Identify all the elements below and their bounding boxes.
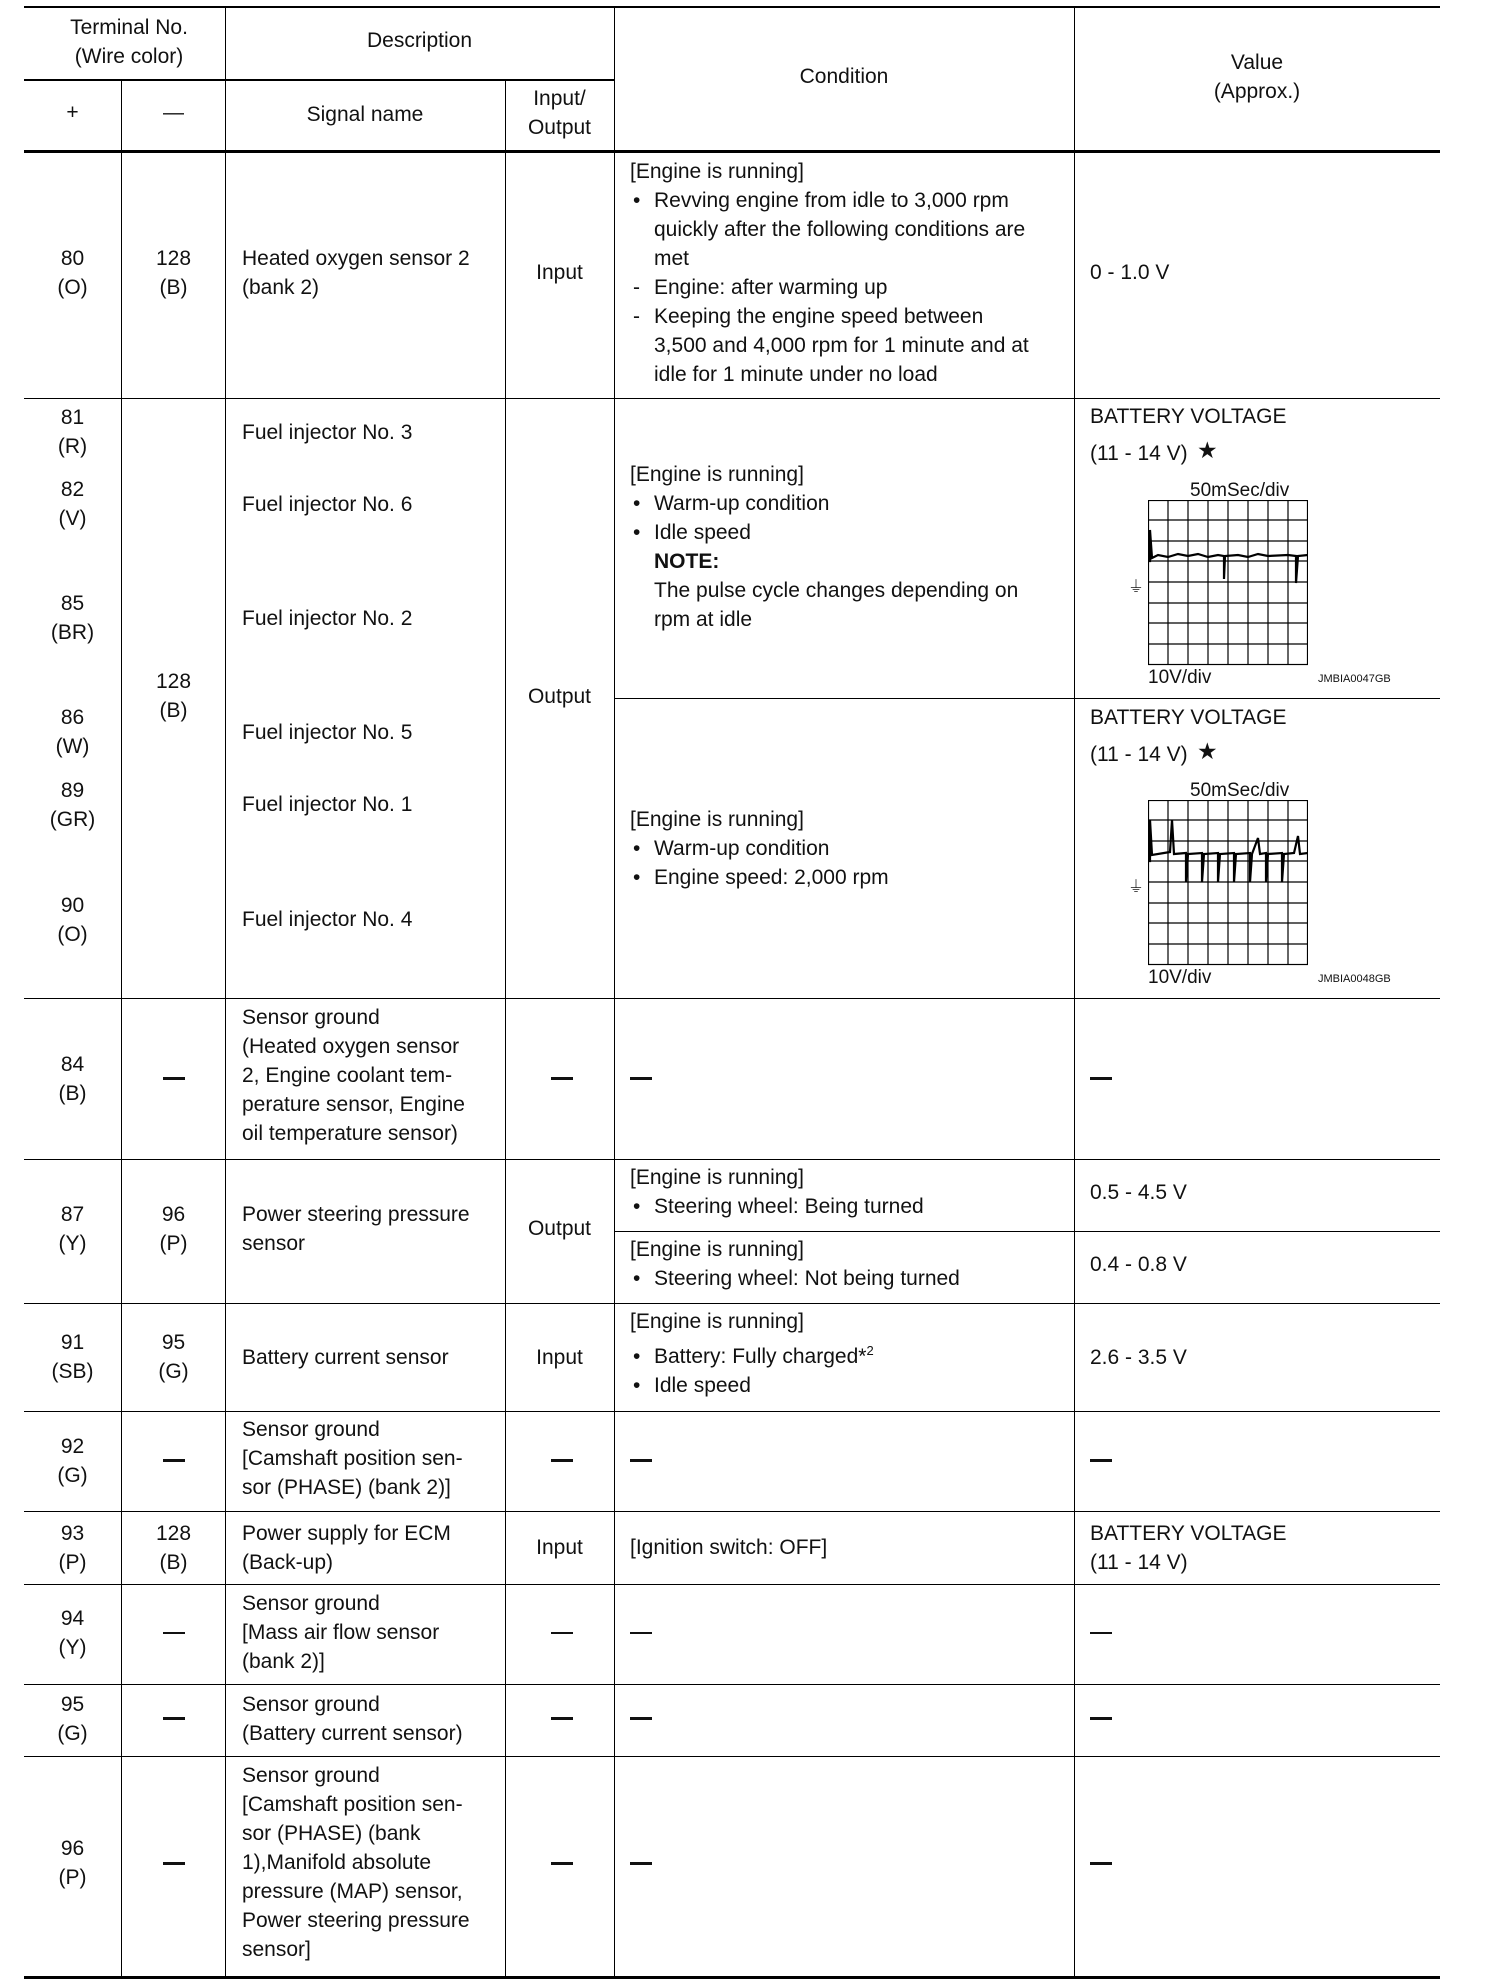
signal-name: sensor — [242, 1232, 306, 1255]
wire-color-plus: (Y) — [58, 1636, 87, 1659]
terminal-minus: 95 — [161, 1331, 186, 1354]
no-value-dash — [551, 1717, 573, 1720]
wire-color-plus: (V) — [58, 507, 87, 530]
terminal-plus: 87 — [60, 1203, 85, 1226]
value-text: 0 - 1.0 V — [1090, 261, 1170, 284]
wire-color-plus: (O) — [57, 276, 88, 299]
io-type: Input — [536, 261, 583, 284]
no-value-dash — [630, 1717, 652, 1720]
footnote-marker: 2 — [866, 1343, 874, 1358]
terminal-plus: 96 — [60, 1837, 85, 1860]
wire-color-plus: (P) — [58, 1866, 87, 1889]
condition-text: Keeping the engine speed between — [654, 305, 984, 328]
wire-color-plus: (Y) — [58, 1232, 87, 1255]
io-type: Output — [527, 685, 592, 708]
condition-text: [Engine is running] — [630, 1310, 804, 1333]
signal-name: Heated oxygen sensor 2 — [242, 247, 470, 270]
wire-color-plus: (GR) — [49, 808, 96, 831]
col-divider — [225, 6, 226, 1978]
condition-text: idle for 1 minute under no load — [654, 363, 938, 386]
condition-text: [Engine is running] — [630, 808, 804, 831]
signal-name: 1),Manifold absolute — [242, 1851, 432, 1874]
condition-text: The pulse cycle changes depending on — [654, 579, 1019, 602]
header-wire-color: (Wire color) — [74, 45, 184, 68]
wire-color-plus: (G) — [57, 1722, 88, 1745]
no-value-dash — [163, 1632, 185, 1634]
terminal-minus: 128 — [155, 247, 192, 270]
row-divider — [24, 1584, 1440, 1585]
signal-name: (Battery current sensor) — [242, 1722, 463, 1745]
no-value-dash — [163, 1459, 185, 1462]
wire-color-minus: (P) — [159, 1232, 188, 1255]
condition-text: met — [654, 247, 690, 270]
figure-id: JMBIA0047GB — [1318, 673, 1391, 685]
value-text: (11 - 14 V) — [1090, 1551, 1188, 1574]
terminal-plus: 81 — [60, 406, 85, 429]
header-condition: Condition — [799, 65, 889, 88]
row-divider — [24, 1684, 1440, 1685]
signal-name: Fuel injector No. 2 — [242, 607, 413, 630]
bullet: • — [633, 492, 641, 515]
signal-name: Power supply for ECM — [242, 1522, 451, 1545]
terminal-plus: 85 — [60, 592, 85, 615]
terminal-plus: 89 — [60, 779, 85, 802]
col-divider — [121, 79, 122, 1978]
condition-text: Warm-up condition — [654, 492, 830, 515]
signal-name: Fuel injector No. 4 — [242, 908, 413, 931]
signal-name: pressure (MAP) sensor, — [242, 1880, 463, 1903]
condition-text: [Engine is running] — [630, 463, 804, 486]
volt-div-label: 10V/div — [1148, 667, 1212, 688]
row-divider — [24, 1511, 1440, 1512]
condition-text: 3,500 and 4,000 rpm for 1 minute and at — [654, 334, 1029, 357]
signal-name: Sensor ground — [242, 1418, 380, 1441]
table-bottom-border — [24, 1976, 1440, 1979]
header-plus: + — [66, 101, 79, 124]
condition-text: [Engine is running] — [630, 1166, 804, 1189]
terminal-minus: 96 — [161, 1203, 186, 1226]
terminal-plus: 90 — [60, 894, 85, 917]
header-io-line2: Output — [527, 116, 592, 139]
signal-name: 2, Engine coolant tem- — [242, 1064, 453, 1087]
condition-text: Engine speed: 2,000 rpm — [654, 866, 889, 889]
terminal-plus: 82 — [60, 478, 85, 501]
signal-name: Fuel injector No. 6 — [242, 493, 413, 516]
wire-color-plus: (B) — [58, 1082, 87, 1105]
terminal-plus: 86 — [60, 706, 85, 729]
signal-name: Fuel injector No. 1 — [242, 793, 413, 816]
wire-color-plus: (P) — [58, 1551, 87, 1574]
condition-text: [Ignition switch: OFF] — [630, 1536, 828, 1559]
io-type: Input — [536, 1346, 583, 1369]
signal-name: Power steering pressure — [242, 1909, 470, 1932]
terminal-minus: 128 — [155, 1522, 192, 1545]
signal-name: (bank 2) — [242, 276, 320, 299]
signal-name: oil temperature sensor) — [242, 1122, 458, 1145]
header-signal-name: Signal name — [306, 103, 424, 126]
no-value-dash — [551, 1862, 573, 1865]
ground-icon: ⏚ — [1128, 579, 1145, 596]
signal-name: (Heated oxygen sensor — [242, 1035, 460, 1058]
no-value-dash — [630, 1077, 652, 1080]
bullet: • — [633, 1374, 641, 1397]
signal-name: [Camshaft position sen- — [242, 1447, 463, 1470]
signal-name: (bank 2)] — [242, 1650, 325, 1673]
condition-text: Steering wheel: Being turned — [654, 1195, 924, 1218]
hyphen: - — [633, 305, 640, 328]
no-value-dash — [630, 1862, 652, 1865]
col-divider — [1074, 6, 1075, 1978]
row-subdivider — [614, 698, 1440, 699]
signal-name: Sensor ground — [242, 1693, 380, 1716]
signal-name: Battery current sensor — [242, 1346, 449, 1369]
bullet: • — [633, 189, 641, 212]
no-value-dash — [163, 1717, 185, 1720]
io-type: Output — [527, 1217, 592, 1240]
ground-icon: ⏚ — [1128, 879, 1145, 896]
io-type: Input — [536, 1536, 583, 1559]
signal-name: perature sensor, Engine — [242, 1093, 465, 1116]
wire-color-minus: (G) — [158, 1360, 189, 1383]
condition-text: quickly after the following conditions are — [654, 218, 1026, 241]
wire-color-plus: (BR) — [50, 621, 95, 644]
row-divider — [24, 1411, 1440, 1412]
wire-color-plus: (W) — [55, 735, 90, 758]
figure-id: JMBIA0048GB — [1318, 973, 1391, 985]
star-icon: ★ — [1197, 738, 1218, 764]
wire-color-plus: (SB) — [51, 1360, 94, 1383]
terminal-plus: 95 — [60, 1693, 85, 1716]
terminal-minus: 128 — [155, 670, 192, 693]
terminal-plus: 84 — [60, 1053, 85, 1076]
condition-text: Idle speed — [654, 521, 751, 544]
signal-name: Fuel injector No. 5 — [242, 721, 413, 744]
no-value-dash — [551, 1077, 573, 1080]
wire-color-minus: (B) — [159, 1551, 188, 1574]
hyphen: - — [633, 276, 640, 299]
wire-color-plus: (O) — [57, 923, 88, 946]
no-value-dash — [1090, 1459, 1112, 1462]
condition-text: [Engine is running] — [630, 160, 804, 183]
no-value-dash — [551, 1632, 573, 1634]
signal-name: Sensor ground — [242, 1592, 380, 1615]
bullet: • — [633, 521, 641, 544]
signal-name: sor (PHASE) (bank — [242, 1822, 421, 1845]
condition-text: rpm at idle — [654, 608, 753, 631]
no-value-dash — [551, 1459, 573, 1462]
condition-text: Steering wheel: Not being turned — [654, 1267, 960, 1290]
condition-text: Battery: Fully charged*$^2$ — [654, 1343, 874, 1368]
header-divider — [24, 79, 614, 81]
signal-name: [Mass air flow sensor — [242, 1621, 440, 1644]
bullet: • — [633, 1267, 641, 1290]
value-text: (11 - 14 V) — [1090, 442, 1188, 465]
bullet: • — [633, 837, 641, 860]
value-text: 0.5 - 4.5 V — [1090, 1181, 1187, 1204]
bullet: • — [633, 1345, 641, 1368]
wire-color-plus: (R) — [57, 435, 88, 458]
no-value-dash — [163, 1862, 185, 1865]
no-value-dash — [1090, 1077, 1112, 1080]
signal-name: sor (PHASE) (bank 2)] — [242, 1476, 451, 1499]
value-text: 2.6 - 3.5 V — [1090, 1346, 1187, 1369]
signal-name: (Back-up) — [242, 1551, 334, 1574]
header-value-line1: Value — [1230, 51, 1284, 74]
star-icon: ★ — [1197, 437, 1218, 463]
no-value-dash — [1090, 1862, 1112, 1865]
no-value-dash — [630, 1459, 652, 1462]
bullet: • — [633, 1195, 641, 1218]
table-top-border — [24, 6, 1440, 8]
terminal-plus: 91 — [60, 1331, 85, 1354]
terminal-plus: 80 — [60, 247, 85, 270]
header-value-line2: (Approx.) — [1213, 80, 1301, 103]
no-value-dash — [1090, 1717, 1112, 1720]
condition-text: Warm-up condition — [654, 837, 830, 860]
col-divider — [505, 79, 506, 1978]
condition-text: Idle speed — [654, 1374, 751, 1397]
value-text: BATTERY VOLTAGE — [1090, 405, 1287, 428]
no-value-dash — [630, 1632, 652, 1634]
no-value-dash — [163, 1077, 185, 1080]
header-bottom-border — [24, 150, 1440, 153]
terminal-plus: 92 — [60, 1435, 85, 1458]
header-io-line1: Input/ — [533, 87, 586, 110]
no-value-dash — [1090, 1632, 1112, 1634]
row-subdivider — [614, 1231, 1440, 1232]
row-divider — [24, 1756, 1440, 1757]
value-text: 0.4 - 0.8 V — [1090, 1253, 1187, 1276]
signal-name: Power steering pressure — [242, 1203, 470, 1226]
note-label: NOTE: — [654, 550, 720, 573]
condition-text: [Engine is running] — [630, 1238, 804, 1261]
time-div-label: 50mSec/div — [1190, 480, 1290, 501]
wire-color-minus: (B) — [159, 276, 188, 299]
bullet: • — [633, 866, 641, 889]
signal-name: sensor] — [242, 1938, 311, 1961]
time-div-label: 50mSec/div — [1190, 780, 1290, 801]
row-divider — [24, 1303, 1440, 1304]
volt-div-label: 10V/div — [1148, 967, 1212, 988]
row-divider — [24, 1159, 1440, 1160]
col-divider — [614, 6, 615, 1978]
terminal-plus: 94 — [60, 1607, 85, 1630]
wire-color-plus: (G) — [57, 1464, 88, 1487]
wire-color-minus: (B) — [159, 699, 188, 722]
value-text: BATTERY VOLTAGE — [1090, 1522, 1287, 1545]
header-description: Description — [366, 29, 473, 52]
signal-name: Sensor ground — [242, 1006, 380, 1029]
value-text: (11 - 14 V) — [1090, 743, 1188, 766]
signal-name: Sensor ground — [242, 1764, 380, 1787]
header-terminal-no: Terminal No. — [70, 16, 188, 39]
terminal-plus: 93 — [60, 1522, 85, 1545]
signal-name: Fuel injector No. 3 — [242, 421, 413, 444]
condition-text: Engine: after warming up — [654, 276, 888, 299]
signal-name: [Camshaft position sen- — [242, 1793, 463, 1816]
header-minus: — — [163, 101, 184, 124]
value-text: BATTERY VOLTAGE — [1090, 706, 1287, 729]
condition-text: Revving engine from idle to 3,000 rpm — [654, 189, 1009, 212]
row-divider — [24, 398, 1440, 399]
